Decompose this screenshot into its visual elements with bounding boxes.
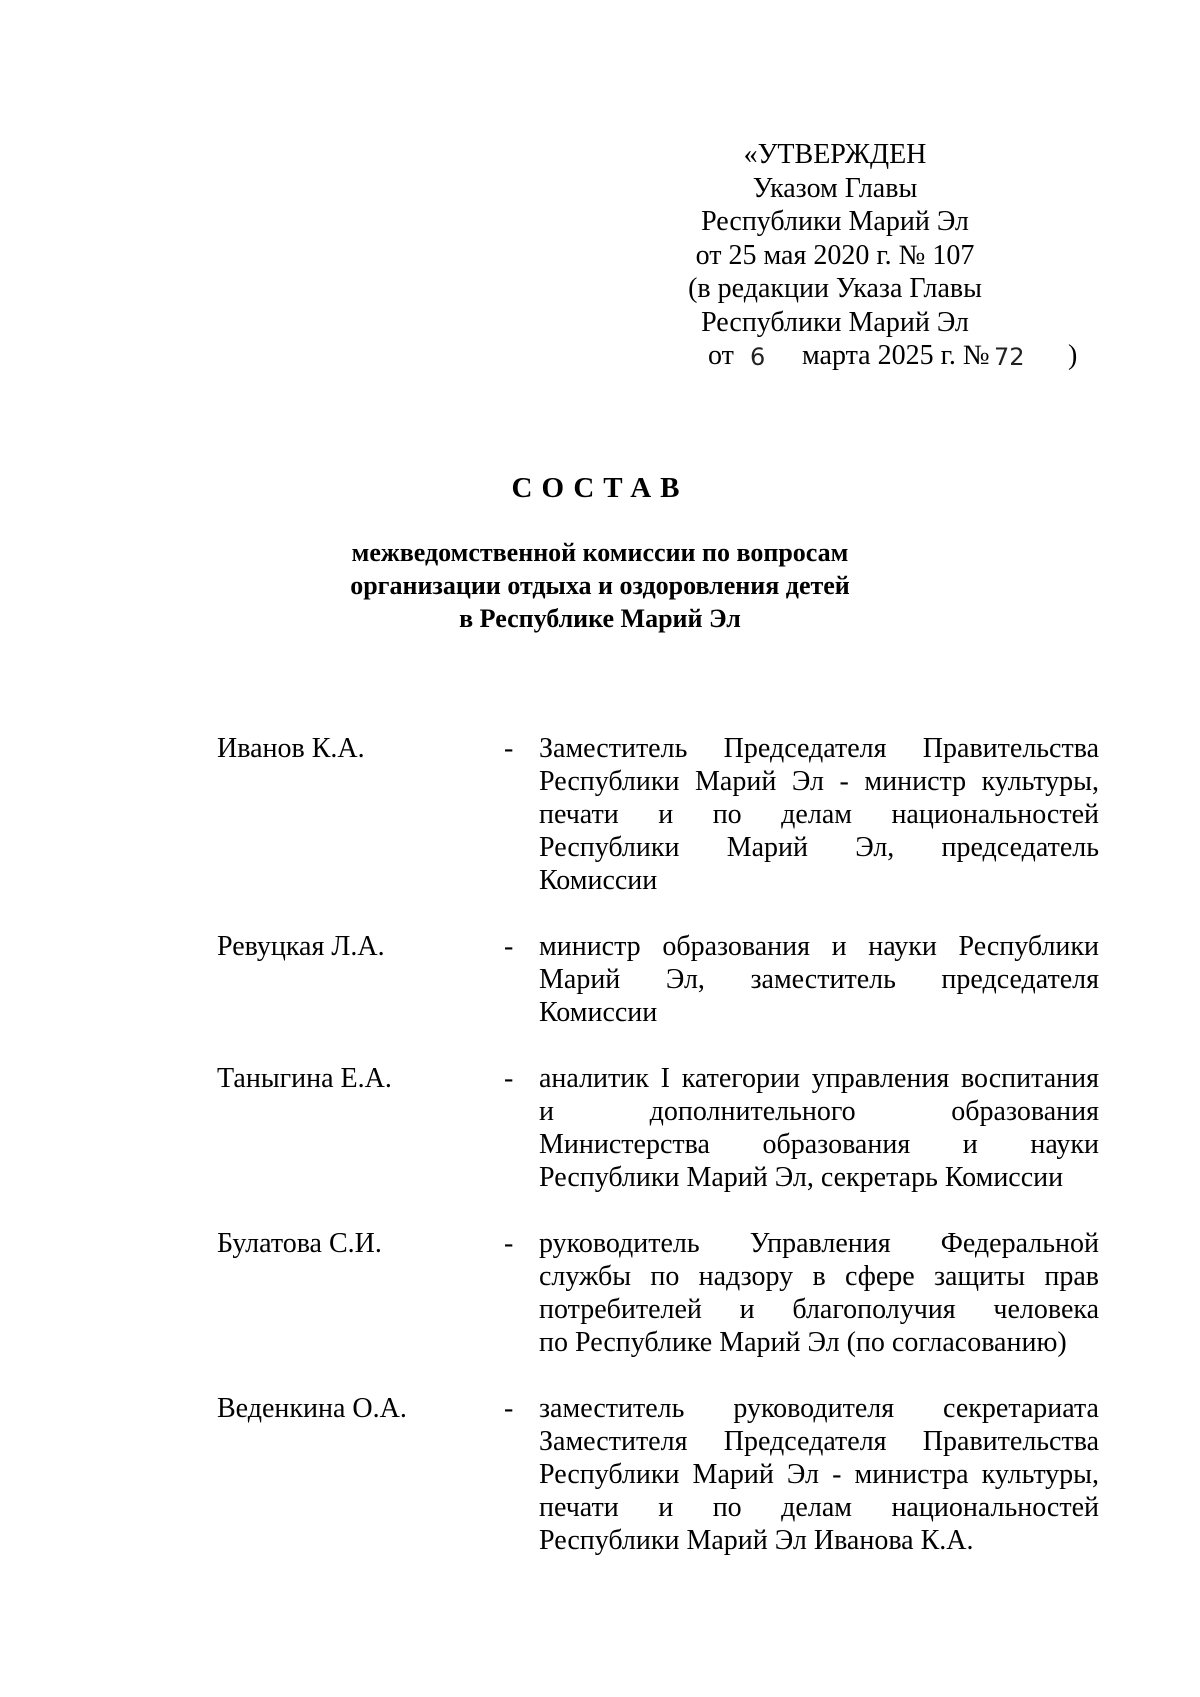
approval-date-number: 72	[994, 343, 1025, 371]
page-title: СОСТАВ	[511, 472, 689, 504]
member-position	[539, 1227, 1099, 1359]
subtitle-line-2: организации отдыха и оздоровления детей	[350, 571, 850, 600]
approval-line-5: (в редакции Указа Главы	[688, 273, 982, 304]
approval-line-3: Республики Марий Эл	[701, 206, 969, 237]
approval-date-line	[640, 339, 1078, 373]
approval-date-day: 6	[750, 343, 766, 371]
member-position-line: печати и по делам национальностей	[539, 1492, 1099, 1523]
member-position-line: печати и по делам национальностей	[539, 799, 1099, 830]
member-position-line: по Республике Марий Эл (по согласованию)	[539, 1327, 1067, 1358]
member-position-line: и дополнительного образования	[539, 1096, 1099, 1127]
member-position-line: аналитик I категории управления воспитания	[539, 1063, 1099, 1094]
member-position	[539, 732, 1099, 897]
member-position-line: Комиссии	[539, 997, 658, 1028]
subtitle-line-3: в Республике Марий Эл	[459, 604, 741, 633]
member-dash: -	[504, 1228, 514, 1259]
member-position-line: руководитель Управления Федеральной	[539, 1228, 1099, 1259]
member-position-line: Марий Эл, заместитель председателя	[539, 964, 1099, 995]
member-dash: -	[504, 733, 514, 764]
subtitle-line-1: межведомственной комиссии по вопросам	[351, 538, 849, 567]
member-dash: -	[504, 931, 514, 962]
member-position-line: Министерства образования и науки	[539, 1129, 1099, 1160]
member-position-line: заместитель руководителя секретариата	[539, 1393, 1099, 1424]
member-position-line: Республики Марий Эл, секретарь Комиссии	[539, 1162, 1064, 1193]
approval-line-6: Республики Марий Эл	[701, 306, 969, 338]
approval-date-month-year: марта 2025 г. №	[802, 340, 990, 371]
member-position-line: Республики Марий Эл, председатель	[539, 832, 1099, 863]
member-position-line: Республики Марий Эл - министра культуры,	[539, 1459, 1099, 1490]
member-name: Веденкина О.А.	[217, 1393, 407, 1424]
member-dash: -	[504, 1063, 514, 1094]
approval-line-1: «УТВЕРЖДЕН	[743, 139, 927, 170]
member-position	[539, 1392, 1099, 1557]
approval-stamp	[640, 138, 1078, 373]
approval-date-prefix: от	[708, 340, 734, 371]
member-position-line: Заместителя Председателя Правительства	[539, 1426, 1099, 1457]
member-name: Таныгина Е.А.	[217, 1063, 392, 1094]
page-subtitle	[300, 536, 900, 635]
member-position-line: Республики Марий Эл Иванова К.А.	[539, 1525, 974, 1556]
member-position	[539, 930, 1099, 1029]
member-name: Иванов К.А.	[217, 733, 365, 764]
member-position	[539, 1062, 1099, 1194]
member-position-line: потребителей и благополучия человека	[539, 1294, 1099, 1325]
member-name: Ревуцкая Л.А.	[217, 931, 385, 962]
member-position-line: службы по надзору в сфере защиты прав	[539, 1261, 1099, 1292]
member-position-line: министр образования и науки Республики	[539, 931, 1099, 962]
member-position-line: Комиссии	[539, 865, 658, 896]
member-position-line: Заместитель Председателя Правительства	[539, 733, 1099, 764]
member-name: Булатова С.И.	[217, 1228, 382, 1259]
member-position-line: Республики Марий Эл - министр культуры,	[539, 766, 1099, 797]
approval-line-4: от 25 мая 2020 г. № 107	[695, 239, 975, 271]
approval-date-close: )	[1068, 340, 1078, 371]
member-dash: -	[504, 1393, 514, 1424]
approval-line-2: Указом Главы	[752, 172, 918, 204]
